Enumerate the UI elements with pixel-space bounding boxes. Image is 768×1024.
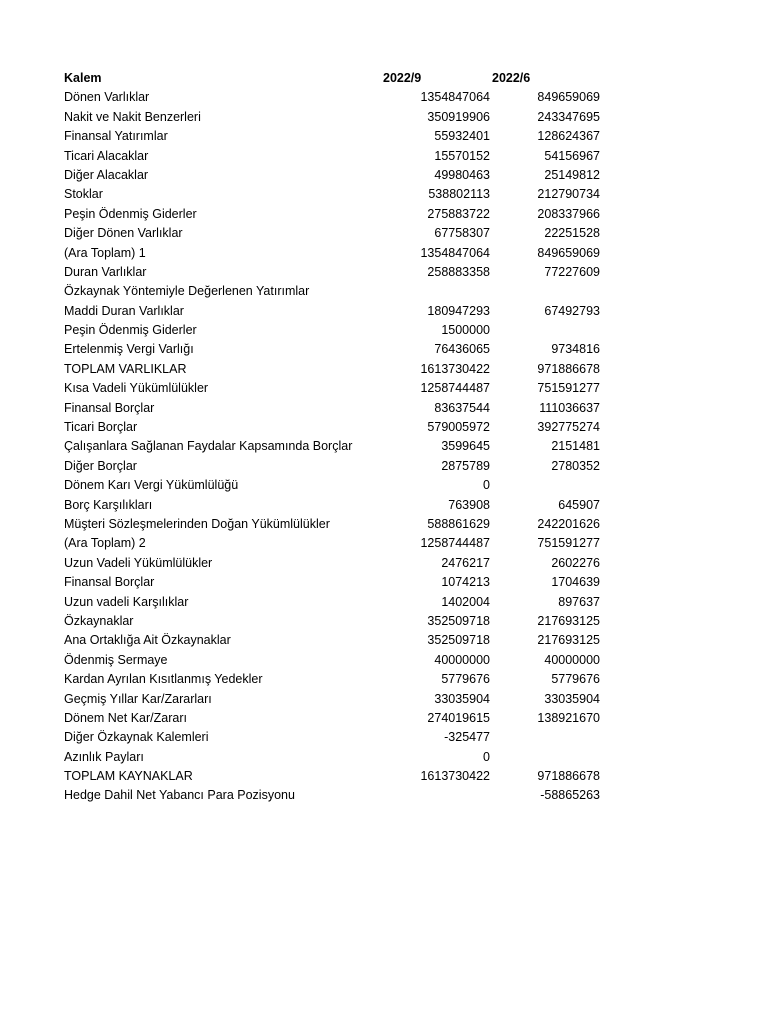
row-value-2022-6: 25149812 [544, 167, 600, 182]
row-value-2022-9: 67758307 [434, 226, 490, 241]
table-row [64, 554, 604, 573]
row-label: Duran Varlıklar [64, 264, 147, 279]
row-value-2022-9: 2476217 [441, 555, 490, 570]
row-value-2022-9: 275883722 [427, 206, 490, 221]
row-label: Peşin Ödenmiş Giderler [64, 206, 197, 221]
header-col-2022-6: 2022/6 [492, 71, 531, 85]
row-value-2022-6: 217693125 [537, 633, 600, 648]
row-value-2022-6: 242201626 [537, 516, 600, 531]
table-row [64, 573, 604, 592]
table-row [64, 418, 604, 437]
row-value-2022-6: 111036637 [539, 400, 600, 415]
row-value-2022-9: 352509718 [427, 613, 490, 628]
row-value-2022-9: 1402004 [441, 594, 490, 609]
table-row [64, 767, 604, 786]
row-value-2022-6: 2602276 [551, 555, 600, 570]
row-label: Çalışanlara Sağlanan Faydalar Kapsamında Borçlar [64, 439, 353, 454]
table-row [64, 748, 604, 767]
row-value-2022-6: 1704639 [551, 575, 600, 590]
row-value-2022-9: 350919906 [427, 109, 490, 124]
table-row [64, 360, 604, 379]
row-value-2022-6: 217693125 [537, 613, 600, 628]
row-label: Finansal Borçlar [64, 400, 155, 415]
row-value-2022-6: 54156967 [544, 148, 600, 163]
row-label: Dönen Varlıklar [64, 90, 150, 105]
row-label: Özkaynaklar [64, 613, 134, 628]
table-row [64, 631, 604, 650]
row-value-2022-9: 49980463 [434, 167, 490, 182]
row-value-2022-9: 33035904 [434, 691, 490, 706]
row-value-2022-9: 1354847064 [420, 245, 490, 260]
table-row [64, 185, 604, 204]
row-value-2022-6: 67492793 [544, 303, 600, 318]
row-value-2022-9: 180947293 [427, 303, 490, 318]
table-row [64, 263, 604, 282]
row-value-2022-9: 1074213 [441, 575, 490, 590]
row-value-2022-6: 2151481 [551, 439, 600, 454]
row-label: Kardan Ayrılan Kısıtlanmış Yedekler [64, 672, 263, 687]
row-value-2022-6: 40000000 [544, 652, 600, 667]
row-label: Ana Ortaklığa Ait Özkaynaklar [64, 633, 231, 648]
row-value-2022-9: 40000000 [434, 652, 490, 667]
row-label: Maddi Duran Varlıklar [64, 303, 184, 318]
row-value-2022-6: 751591277 [537, 381, 600, 396]
row-value-2022-6: 212790734 [537, 187, 600, 202]
row-label: Stoklar [64, 187, 103, 202]
table-row [64, 282, 604, 301]
row-value-2022-6: 971886678 [537, 361, 600, 376]
row-label: Finansal Yatırımlar [64, 129, 168, 144]
header-label: Kalem [64, 71, 102, 85]
row-value-2022-9: 1613730422 [420, 361, 490, 376]
row-value-2022-9: 1258744487 [420, 536, 490, 551]
row-value-2022-6: -58865263 [540, 788, 600, 803]
row-value-2022-9: 3599645 [441, 439, 490, 454]
table-row [64, 690, 604, 709]
row-value-2022-6: 22251528 [544, 226, 600, 241]
row-value-2022-9: 274019615 [427, 710, 490, 725]
row-label: Peşin Ödenmiş Giderler [64, 323, 197, 338]
table-row [64, 166, 604, 185]
table-row [64, 457, 604, 476]
row-value-2022-6: 645907 [558, 497, 600, 512]
row-label: Hedge Dahil Net Yabancı Para Pozisyonu [64, 788, 295, 803]
row-label: Kısa Vadeli Yükümlülükler [64, 381, 209, 396]
row-value-2022-6: 208337966 [537, 206, 600, 221]
row-label: Uzun Vadeli Yükümlülükler [64, 555, 213, 570]
table-row [64, 302, 604, 321]
table-row [64, 670, 604, 689]
row-value-2022-9: 1613730422 [420, 769, 490, 784]
table-row [64, 379, 604, 398]
row-label: Diğer Özkaynak Kalemleri [64, 730, 209, 745]
row-label: Finansal Borçlar [64, 575, 155, 590]
row-label: Azınlık Payları [64, 749, 144, 764]
table-row [64, 476, 604, 495]
row-value-2022-6: 138921670 [537, 710, 600, 725]
row-label: Özkaynak Yöntemiyle Değerlenen Yatırımlar [64, 284, 310, 299]
table-row [64, 515, 604, 534]
table-row [64, 651, 604, 670]
row-value-2022-9: 763908 [448, 497, 490, 512]
row-value-2022-6: 2780352 [551, 458, 600, 473]
row-value-2022-9: 0 [483, 478, 490, 493]
row-value-2022-6: 9734816 [551, 342, 600, 357]
row-value-2022-9: 1500000 [441, 323, 490, 338]
row-value-2022-6: 897637 [558, 594, 600, 609]
table-row [64, 127, 604, 146]
row-value-2022-9: 15570152 [434, 148, 490, 163]
row-value-2022-6: 243347695 [537, 109, 600, 124]
table-row [64, 88, 604, 107]
row-value-2022-9: 538802113 [428, 187, 490, 202]
table-row [64, 496, 604, 515]
row-value-2022-9: 76436065 [434, 342, 490, 357]
row-label: Dönem Net Kar/Zararı [64, 710, 187, 725]
row-label: TOPLAM VARLIKLAR [64, 361, 187, 376]
row-value-2022-9: 83637544 [434, 400, 490, 415]
table-row [64, 108, 604, 127]
table-row [64, 534, 604, 553]
row-label: (Ara Toplam) 2 [64, 536, 146, 551]
row-value-2022-9: -325477 [444, 730, 490, 745]
row-value-2022-6: 751591277 [537, 536, 600, 551]
balance-sheet-table [64, 69, 604, 806]
row-label: Nakit ve Nakit Benzerleri [64, 109, 201, 124]
table-row [64, 437, 604, 456]
row-label: Ödenmiş Sermaye [64, 652, 168, 667]
row-label: Ticari Borçlar [64, 420, 138, 435]
row-value-2022-6: 5779676 [551, 672, 600, 687]
row-value-2022-9: 2875789 [441, 458, 490, 473]
row-label: Ertelenmiş Vergi Varlığı [64, 342, 194, 357]
table-row [64, 786, 604, 805]
row-label: Uzun vadeli Karşılıklar [64, 594, 189, 609]
row-value-2022-9: 352509718 [427, 633, 490, 648]
row-value-2022-6: 392775274 [537, 420, 600, 435]
header-col-2022-9: 2022/9 [383, 71, 422, 85]
row-label: TOPLAM KAYNAKLAR [64, 769, 193, 784]
row-label: Geçmiş Yıllar Kar/Zararları [64, 691, 212, 706]
table-header [64, 69, 604, 88]
table-row [64, 321, 604, 340]
table-row [64, 399, 604, 418]
row-value-2022-6: 77227609 [544, 264, 600, 279]
row-value-2022-6: 971886678 [537, 769, 600, 784]
row-value-2022-6: 849659069 [537, 245, 600, 260]
row-value-2022-9: 579005972 [427, 420, 490, 435]
table-row [64, 728, 604, 747]
row-label: (Ara Toplam) 1 [64, 245, 146, 260]
row-label: Diğer Dönen Varlıklar [64, 226, 183, 241]
row-value-2022-6: 128624367 [537, 129, 600, 144]
row-value-2022-9: 588861629 [427, 516, 490, 531]
table-row [64, 205, 604, 224]
table-row [64, 244, 604, 263]
table-row [64, 147, 604, 166]
row-value-2022-9: 1258744487 [420, 381, 490, 396]
row-label: Müşteri Sözleşmelerinden Doğan Yükümlülükler [64, 516, 330, 531]
table-row [64, 612, 604, 631]
row-value-2022-9: 258883358 [427, 264, 490, 279]
row-label: Ticari Alacaklar [64, 148, 149, 163]
table-body [64, 88, 604, 805]
row-value-2022-9: 55932401 [434, 129, 490, 144]
row-label: Dönem Karı Vergi Yükümlülüğü [64, 478, 239, 493]
row-label: Diğer Alacaklar [64, 167, 149, 182]
row-value-2022-6: 33035904 [544, 691, 600, 706]
row-value-2022-6: 849659069 [537, 90, 600, 105]
table-row [64, 224, 604, 243]
row-value-2022-9: 5779676 [441, 672, 490, 687]
table-row [64, 709, 604, 728]
table-row [64, 340, 604, 359]
table-row [64, 593, 604, 612]
row-value-2022-9: 1354847064 [420, 90, 490, 105]
row-label: Borç Karşılıkları [64, 497, 153, 512]
row-label: Diğer Borçlar [64, 458, 137, 473]
row-value-2022-9: 0 [483, 749, 490, 764]
